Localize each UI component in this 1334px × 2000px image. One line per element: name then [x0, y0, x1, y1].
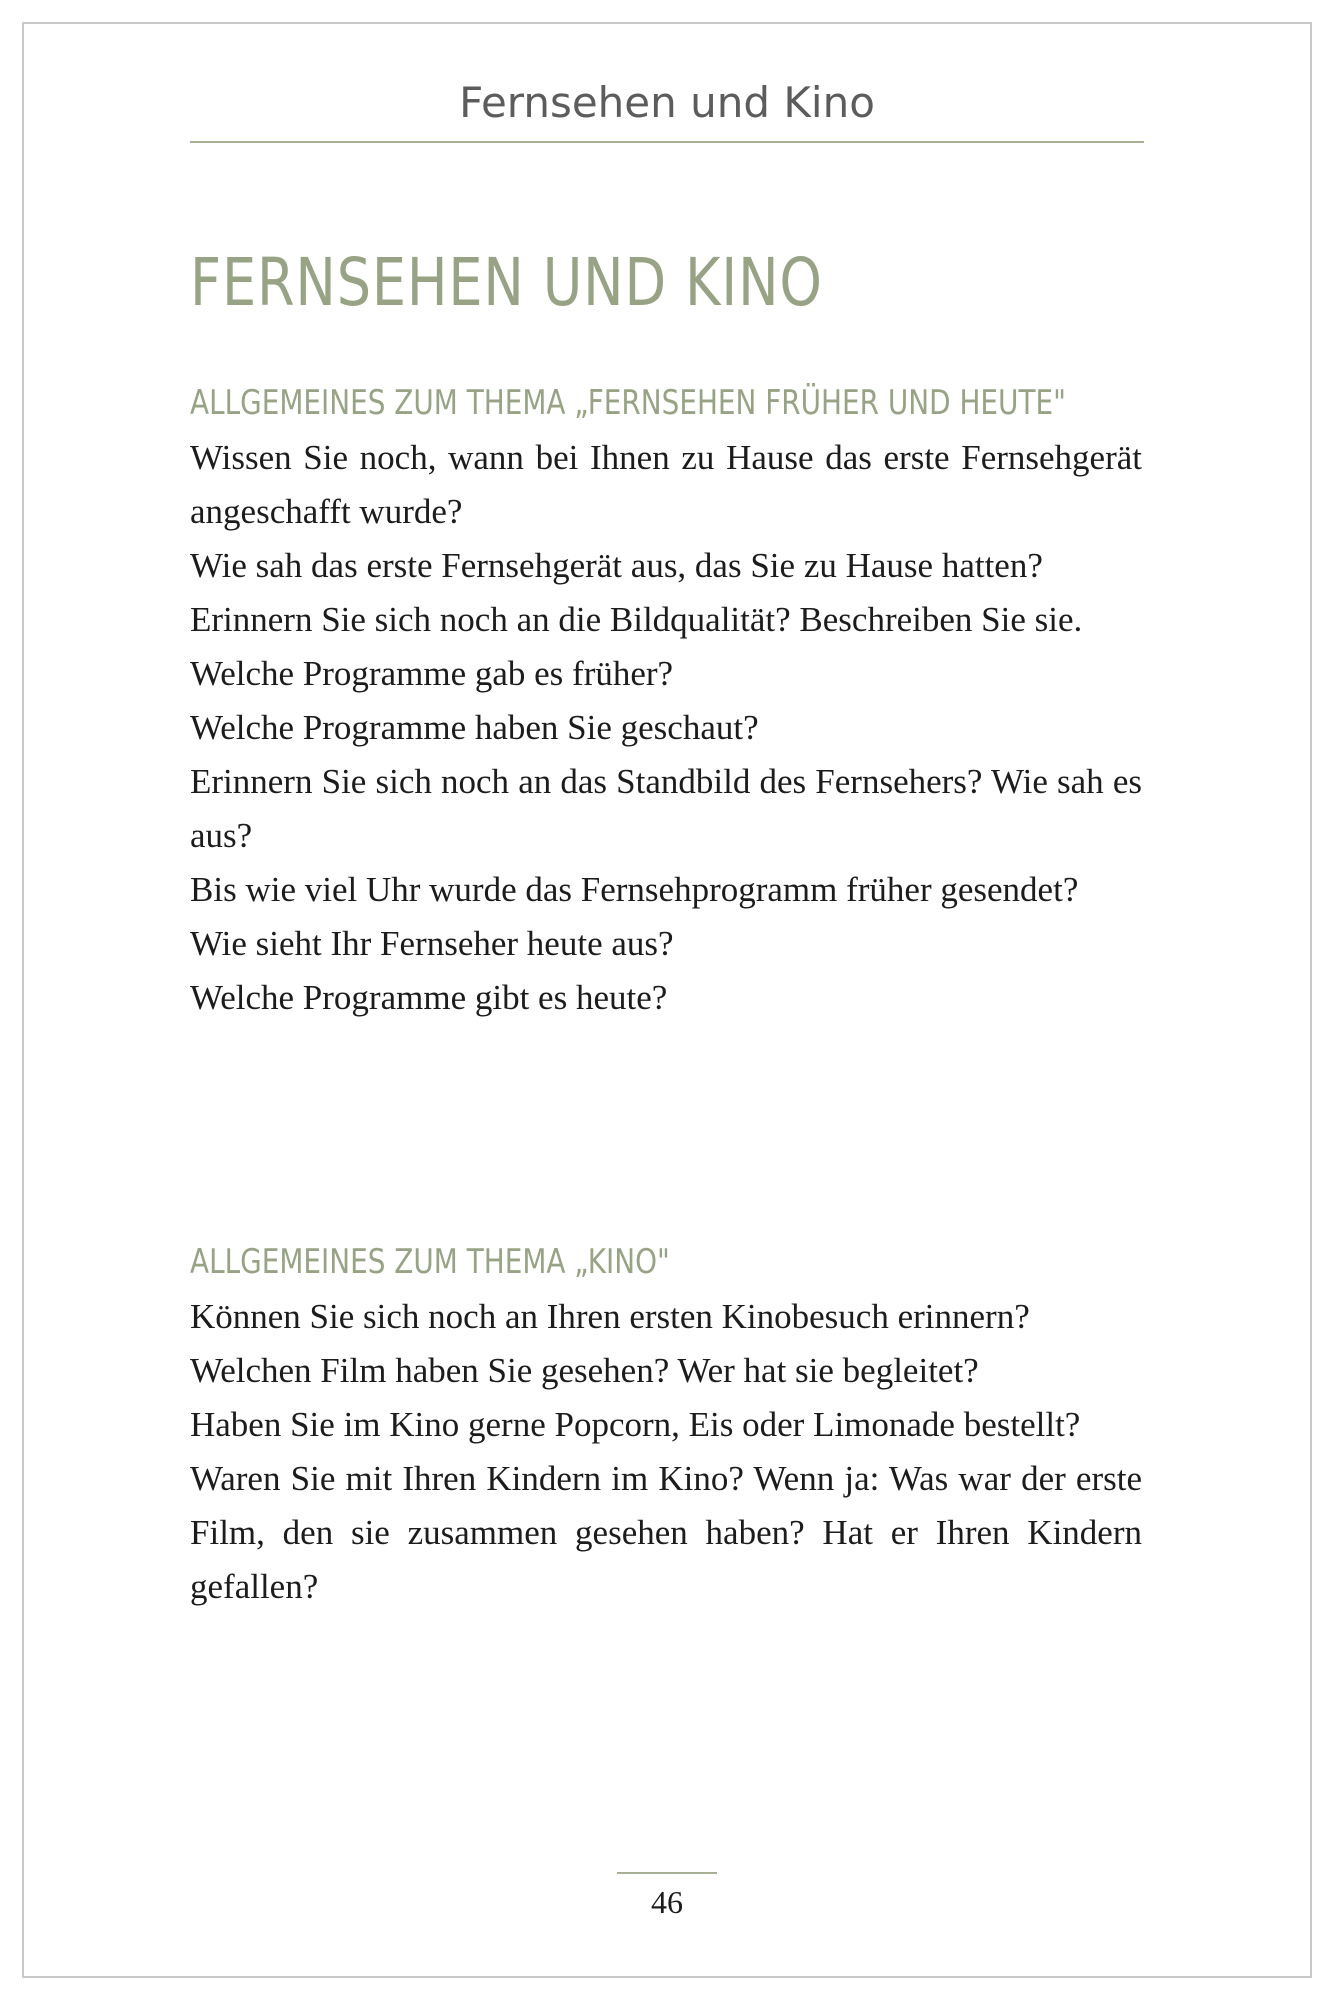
running-header: Fernsehen und Kino — [459, 78, 875, 127]
question-item: Erinnern Sie sich noch an das Standbild des Fernsehers? Wie sah es aus? — [190, 762, 1142, 855]
section-tv — [190, 378, 1142, 1025]
question-list — [190, 1290, 1142, 1614]
question-item: Welche Programme gab es früher? — [190, 654, 674, 693]
page-number: 46 — [651, 1884, 683, 1920]
section-cinema — [190, 1237, 1142, 1614]
question-item: Können Sie sich noch an Ihren ersten Kinobesuch erinnern? — [190, 1297, 1030, 1336]
header-rule — [190, 141, 1144, 143]
question-item: Waren Sie mit Ihren Kindern im Kino? Wenn ja: Was war der erste Film, den sie zusammen gesehen haben? Hat er Ihren Kindern gefallen? — [190, 1459, 1142, 1606]
question-item: Bis wie viel Uhr wurde das Fernsehprogramm früher gesendet? — [190, 870, 1079, 909]
question-list — [190, 431, 1142, 1025]
question-item: Haben Sie im Kino gerne Popcorn, Eis oder Limonade bestellt? — [190, 1405, 1081, 1444]
question-item: Wie sieht Ihr Fernseher heute aus? — [190, 924, 674, 963]
question-item: Welchen Film haben Sie gesehen? Wer hat sie begleitet? — [190, 1351, 979, 1390]
section-heading: ALLGEMEINES ZUM THEMA „KINO" — [190, 1242, 670, 1282]
question-item: Wissen Sie noch, wann bei Ihnen zu Hause das erste Fernsehgerät angeschafft wurde? — [190, 438, 1142, 531]
question-item: Erinnern Sie sich noch an die Bildqualität? Beschreiben Sie sie. — [190, 600, 1083, 639]
question-item: Welche Programme haben Sie geschaut? — [190, 708, 759, 747]
question-item: Welche Programme gibt es heute? — [190, 978, 668, 1017]
chapter-title: FERNSEHEN UND KINO — [190, 244, 823, 321]
question-item: Wie sah das erste Fernsehgerät aus, das Sie zu Hause hatten? — [190, 546, 1043, 585]
footer-rule — [617, 1872, 717, 1874]
section-heading: ALLGEMEINES ZUM THEMA „FERNSEHEN FRÜHER UND HEUTE" — [190, 383, 1066, 423]
